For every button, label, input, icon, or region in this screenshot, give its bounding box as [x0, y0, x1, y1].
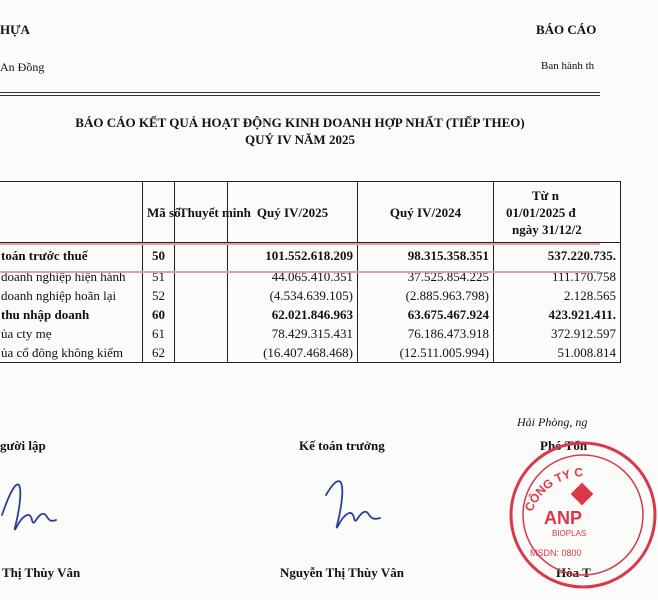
row-label: toán trước thuế [0, 243, 143, 268]
seal-brand: ANP [544, 508, 583, 528]
header-q4-2024: Quý IV/2024 [358, 182, 494, 243]
table-row [0, 267, 621, 286]
header-divider-2 [0, 95, 600, 96]
row-note [175, 343, 228, 363]
row-q4-2024: 37.525.854.225 [358, 267, 494, 286]
row-ytd: 51.008.814 [494, 343, 621, 363]
row-ytd: 537.220.735. [494, 243, 621, 268]
header-ytd [494, 182, 621, 243]
table-row [0, 324, 621, 343]
row-q4-2025: 78.429.315.431 [228, 324, 358, 343]
seal-tax: MSDN: 0800 [530, 548, 582, 558]
row-label: doanh nghiệp hoãn lại [0, 286, 143, 305]
row-q4-2024: 63.675.467.924 [358, 305, 494, 324]
table-row [0, 305, 621, 324]
header-q4-2025: Quý IV/2025 [228, 182, 358, 243]
place-date: Hải Phòng, ng [517, 415, 588, 429]
row-code: 60 [143, 305, 175, 324]
row-label: ủa cty mẹ [0, 324, 143, 343]
row-note [175, 267, 228, 286]
row-q4-2025: 62.021.846.963 [228, 305, 358, 324]
row-ytd: 2.128.565 [494, 286, 621, 305]
table-row [0, 286, 621, 305]
seal-sub: BIOPLAS [552, 529, 587, 538]
row-q4-2024: (2.885.963.798) [358, 286, 494, 305]
row-note [175, 324, 228, 343]
header-label [0, 182, 143, 243]
accountant-signature [318, 470, 408, 540]
table-row [0, 243, 621, 268]
row-code: 52 [143, 286, 175, 305]
accountant-name: Nguyễn Thị Thùy Vân [280, 565, 404, 580]
row-label: thu nhập doanh [0, 305, 143, 324]
row-q4-2024: (12.511.005.994) [358, 343, 494, 363]
income-statement-table [0, 181, 621, 363]
accountant-title: Kế toán trưởng [299, 438, 385, 453]
row-code: 50 [143, 243, 175, 268]
table-header-row [0, 182, 621, 243]
row-code: 62 [143, 343, 175, 363]
company-seal [508, 440, 658, 590]
row-q4-2024: 76.186.473.918 [358, 324, 494, 343]
director-name: Hòa T [556, 565, 591, 580]
header-divider [0, 92, 600, 93]
row-code: 61 [143, 324, 175, 343]
row-q4-2025: (16.407.468.468) [228, 343, 358, 363]
row-label: doanh nghiệp hiện hành [0, 267, 143, 286]
row-note [175, 305, 228, 324]
report-period: QUÝ IV NĂM 2025 [245, 132, 355, 147]
issued-text: Ban hành th [541, 60, 595, 72]
row-q4-2025: 101.552.618.209 [228, 243, 358, 268]
header-ytd-line3: ngày 31/12/2 [512, 221, 582, 237]
company-short-name: HỰA [0, 22, 30, 37]
preparer-signature [0, 470, 80, 540]
header-code: Mã số [143, 182, 175, 243]
row-note [175, 286, 228, 305]
row-note [175, 243, 228, 268]
row-ytd: 111.170.758 [494, 267, 621, 286]
row-q4-2024: 98.315.358.351 [358, 243, 494, 268]
table-row [0, 343, 621, 363]
row-ytd: 423.921.411. [494, 305, 621, 324]
row-q4-2025: 44.065.410.351 [228, 267, 358, 286]
header-ytd-line2: 01/01/2025 đ [506, 204, 576, 220]
report-label: BÁO CÁO [536, 22, 597, 37]
director-title: Phó Tổn [540, 438, 588, 453]
header-ytd-line1: Từ n [532, 187, 559, 203]
row-label: ủa cổ đông không kiểm [0, 343, 143, 363]
company-location: An Đồng [0, 60, 45, 74]
seal-ring-text: CÔNG TY C [521, 465, 584, 514]
header-note: Thuyết minh [175, 182, 228, 243]
row-q4-2025: (4.534.639.105) [228, 286, 358, 305]
preparer-title: gười lập [0, 438, 46, 453]
row-code: 51 [143, 267, 175, 286]
seal-logo-icon [571, 483, 594, 506]
preparer-name: Thị Thùy Vân [2, 565, 81, 580]
report-title: BÁO CÁO KẾT QUẢ HOẠT ĐỘNG KINH DOANH HỢP NHẤT (TIẾP THEO) [75, 115, 525, 130]
row-ytd: 372.912.597 [494, 324, 621, 343]
